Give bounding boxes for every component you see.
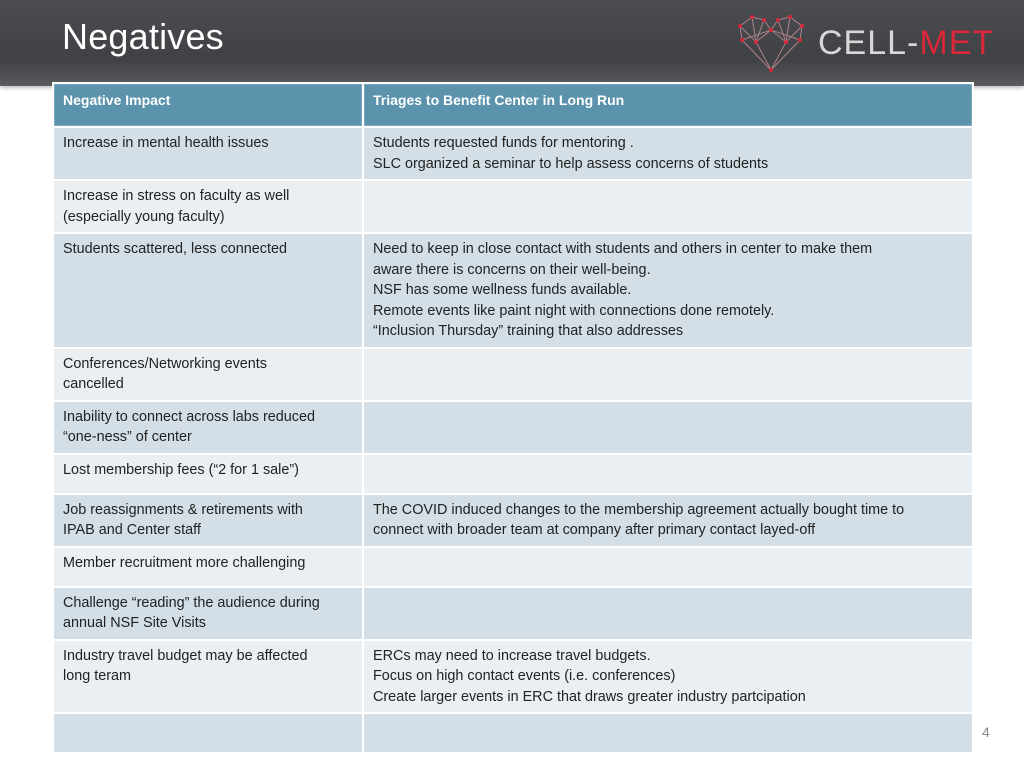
triage-cell [363,127,973,180]
logo-wordmark [818,26,994,60]
table-row [53,494,973,547]
cell-text-line: Lost membership fees (“2 for 1 sale”) [63,461,299,478]
cell-text-line: ERCs may need to increase travel budgets. [373,647,651,664]
cell-text-line: long teram [63,668,131,684]
triage-cell [363,640,973,714]
impact-cell [53,401,363,454]
table-row [53,180,973,233]
heart-network-icon [734,12,808,74]
cell-text-line: Job reassignments & retirements with [63,501,303,518]
cell-text-line: Challenge “reading” the audience during [63,594,320,611]
triage-cell [363,348,973,401]
triage-cell [363,587,973,640]
cell-text-line: Remote events like paint night with connections done remotely. [373,302,775,319]
table-row [53,547,973,587]
table-row [53,454,973,494]
cell-text-line: cancelled [63,376,124,392]
cell-text-line: Students scattered, less connected [63,241,287,257]
cell-text-line: “one-ness” of center [63,429,192,445]
impact-cell [53,713,363,753]
logo-text-cell: CELL- [818,24,920,62]
cell-text-line: The COVID induced changes to the membership agreement actually bought time to [373,501,905,518]
impact-cell [53,547,363,587]
impact-cell [53,233,363,348]
table-row [53,401,973,454]
cell-text-line: Focus on high contact events (i.e. conferences) [373,668,676,684]
negatives-table [52,82,974,754]
table-row [53,127,973,180]
impact-cell [53,494,363,547]
impact-cell [53,180,363,233]
cell-text-line: IPAB and Center staff [63,522,201,538]
page-number: 4 [982,724,990,740]
header-triages: Triages to Benefit Center in Long Run [363,83,973,127]
header-negative-impact: Negative Impact [53,83,363,127]
cell-text-line: aware there is concerns on their well-being. [373,261,651,278]
slide-title: Negatives [62,16,224,57]
cell-text-line: connect with broader team at company after primary contact layed-off [373,522,816,538]
triage-cell [363,233,973,348]
cell-text-line: Increase in stress on faculty as well [63,188,290,204]
impact-cell [53,127,363,180]
cell-text-line: SLC organized a seminar to help assess concerns of students [373,155,769,172]
impact-cell [53,348,363,401]
impact-cell [53,587,363,640]
triage-cell [363,401,973,454]
logo-text-met: MET [919,24,995,62]
table-row [53,640,973,714]
cell-text-line: Member recruitment more challenging [63,554,306,571]
table-row [53,233,973,348]
cell-text-line: Students requested funds for mentoring . [373,135,634,151]
cell-met-logo [734,10,1004,76]
triage-cell [363,547,973,587]
cell-text-line: Conferences/Networking events [63,355,267,372]
cell-text-line: annual NSF Site Visits [63,615,206,631]
table-row [53,713,973,753]
cell-text-line: NSF has some wellness funds available. [373,282,632,298]
cell-text-line: (especially young faculty) [63,208,225,225]
cell-text-line: Inability to connect across labs reduced [63,408,315,425]
cell-text-line: “Inclusion Thursday” training that also addresses [373,323,684,339]
impact-cell [53,640,363,714]
triage-cell [363,180,973,233]
table-row [53,348,973,401]
cell-text-line: Need to keep in close contact with students and others in center to make them [373,241,873,257]
table-row [53,587,973,640]
triage-cell [363,494,973,547]
cell-text-line: Create larger events in ERC that draws greater industry partcipation [373,688,806,705]
title-bar [0,0,1024,86]
cell-text-line: Industry travel budget may be affected [63,647,308,664]
cell-text-line: Increase in mental health issues [63,135,269,151]
table-body [53,127,973,753]
triage-cell [363,713,973,753]
triage-cell [363,454,973,494]
impact-cell [53,454,363,494]
table-header-row [53,83,973,127]
